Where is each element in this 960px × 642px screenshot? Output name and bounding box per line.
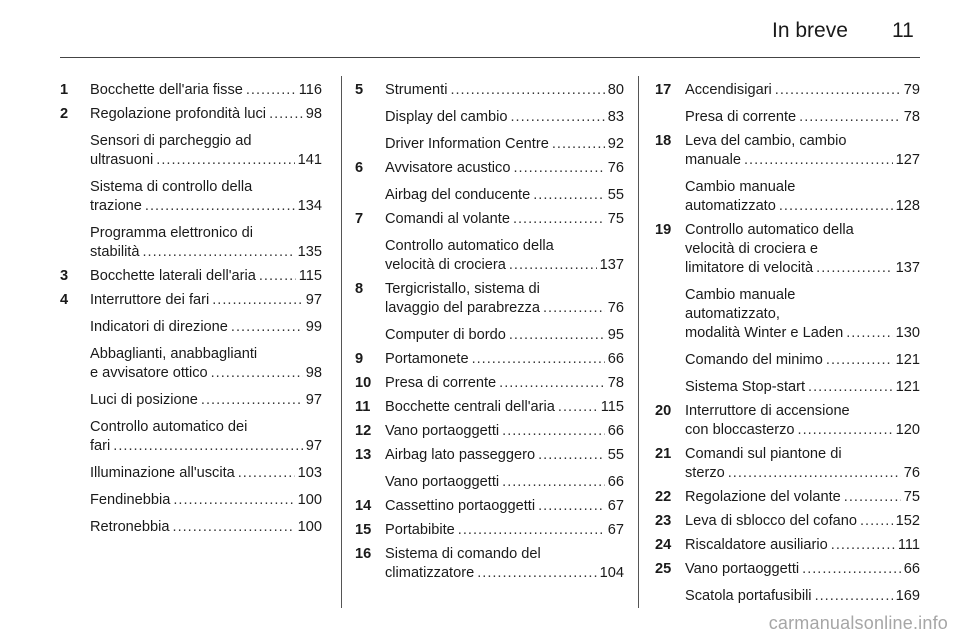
dot-leader [538,497,605,516]
dot-leader [558,398,598,417]
page-reference[interactable]: 83 [607,109,624,125]
dot-leader [509,256,597,275]
page-reference[interactable]: 78 [903,109,920,125]
entry-title-line: manuale [685,152,741,168]
dot-leader [450,81,604,100]
dot-leader [211,364,303,383]
page-reference[interactable]: 55 [607,187,624,203]
page-reference[interactable]: 67 [607,522,624,538]
dot-leader [513,159,604,178]
dot-leader [816,259,892,278]
index-entry[interactable] [655,178,920,216]
entry-title-line: Sistema di comando del [385,546,541,562]
item-number: 12 [355,423,372,439]
index-entry[interactable] [60,345,322,383]
index-entry[interactable] [655,81,920,100]
index-entry[interactable] [60,224,322,262]
page-reference[interactable]: 66 [903,561,920,577]
page-title: In breve [772,19,848,42]
item-number: 14 [355,498,372,514]
item-number: 3 [60,268,69,284]
entry-title-line: Presa di corrente [685,109,797,125]
item-number: 16 [355,546,372,562]
page-reference[interactable]: 55 [607,447,624,463]
entry-title-line: Bocchette dell'aria fisse [90,82,243,98]
index-entry[interactable] [355,521,624,540]
index-entry[interactable] [655,108,920,127]
item-number: 9 [355,351,364,367]
index-column-3 [655,76,920,606]
dot-leader [212,291,303,310]
entry-title-line: Riscaldatore ausiliario [685,537,828,553]
index-entry[interactable] [355,280,624,318]
item-number: 10 [355,375,372,391]
entry-title-line: modalità Winter e Laden [685,325,844,341]
entry-title-line: Comandi sul piantone di [685,446,842,462]
page-reference[interactable]: 66 [607,423,624,439]
page-reference[interactable]: 100 [297,519,322,535]
item-number: 4 [60,292,69,308]
page-reference[interactable]: 137 [599,257,624,273]
dot-leader [201,391,303,410]
entry-title-line: stabilità [90,244,140,260]
entry-title-line: velocità di crociera e [685,241,819,257]
index-entry[interactable] [655,221,920,278]
index-entry[interactable] [60,267,322,286]
entry-title-line: sterzo [685,465,725,481]
page-reference[interactable]: 121 [895,352,920,368]
index-entry[interactable] [355,497,624,516]
entry-title-line: Sensori di parcheggio ad [90,133,252,149]
index-entry[interactable] [355,326,624,345]
page-reference[interactable]: 115 [298,268,322,284]
dot-leader [844,488,901,507]
entry-title-line: Leva di sblocco del cofano [685,513,857,529]
entry-title-line: Fendinebbia [90,492,171,508]
entry-title-line: automatizzato, [685,306,780,322]
page-number: 11 [892,19,914,42]
header-divider [60,57,920,58]
item-number: 20 [655,403,672,419]
entry-title-line: Airbag del conducente [385,187,531,203]
entry-title-line: Sistema di controllo della [90,179,253,195]
entry-title-line: Comando del minimo [685,352,823,368]
index-entry[interactable] [655,402,920,440]
dot-leader [775,81,901,100]
entry-title-line: Computer di bordo [385,327,506,343]
page-reference[interactable]: 76 [903,465,920,481]
index-entry[interactable] [655,286,920,343]
entry-title-line: Scatola portafusibili [685,588,812,604]
page-reference[interactable]: 100 [297,492,322,508]
page-reference[interactable]: 120 [895,422,920,438]
item-number: 23 [655,513,672,529]
entry-title-line: Controllo automatico dei [90,419,248,435]
index-entry[interactable] [655,488,920,507]
dot-leader [744,151,893,170]
index-entry[interactable] [355,159,624,178]
dot-leader [533,186,605,205]
entry-title-line: Abbaglianti, anabbaglianti [90,346,258,362]
page-reference[interactable]: 76 [607,160,624,176]
entry-title-line: ultrasuoni [90,152,154,168]
entry-title-line: Programma elettronico di [90,225,254,241]
dot-leader [499,374,605,393]
page-reference[interactable]: 97 [305,392,322,408]
page-reference[interactable]: 66 [607,351,624,367]
index-entry[interactable] [655,587,920,606]
dot-leader [231,318,303,337]
entry-title-line: Luci di posizione [90,392,198,408]
index-entry[interactable] [655,351,920,370]
page-reference[interactable]: 76 [607,300,624,316]
index-entry[interactable] [655,378,920,397]
page-reference[interactable]: 97 [305,292,322,308]
index-entry[interactable] [355,108,624,127]
item-number: 21 [655,446,672,462]
dot-leader [238,464,295,483]
item-number: 22 [655,489,672,505]
entry-title-line: climatizzatore [385,565,475,581]
entry-title-line: limitatore di velocità [685,260,814,276]
page-reference[interactable]: 130 [895,325,920,341]
item-number: 1 [60,82,69,98]
entry-title-line: Display del cambio [385,109,508,125]
dot-leader [173,491,294,510]
entry-title-line: Bocchette centrali dell'aria [385,399,555,415]
index-entry[interactable] [60,105,322,124]
index-entry[interactable] [60,178,322,216]
index-entry[interactable] [355,422,624,441]
item-number: 15 [355,522,372,538]
dot-leader [142,243,294,262]
entry-title-line: Vano portaoggetti [385,423,500,439]
index-entry[interactable] [60,318,322,337]
dot-leader [538,446,605,465]
dot-leader [728,464,901,483]
dot-leader [799,108,901,127]
entry-title-line: lavaggio del parabrezza [385,300,540,316]
index-entry[interactable] [655,512,920,531]
column-divider [638,76,639,608]
page-reference[interactable]: 137 [895,260,920,276]
dot-leader [509,326,605,345]
dot-leader [477,564,596,583]
index-entry[interactable] [355,398,624,417]
dot-leader [269,105,303,124]
index-entry[interactable] [355,210,624,229]
entry-title-line: Cambio manuale [685,179,796,195]
page-reference[interactable]: 75 [607,211,624,227]
watermark: carmanualsonline.info [768,613,948,633]
dot-leader [472,350,605,369]
entry-title-line: Comandi al volante [385,211,510,227]
entry-title-line: fari [90,438,111,454]
page-reference[interactable]: 103 [297,465,322,481]
dot-leader [802,560,901,579]
dot-leader [173,518,295,537]
entry-title-line: Portamonete [385,351,469,367]
index-entry[interactable] [355,81,624,100]
index-entry[interactable] [60,132,322,170]
dot-leader [502,422,605,441]
page-reference[interactable]: 116 [298,82,322,98]
page-reference[interactable]: 134 [297,198,322,214]
dot-leader [543,299,605,318]
entry-title-line: Bocchette laterali dell'aria [90,268,256,284]
dot-leader [860,512,893,531]
entry-title-line: Retronebbia [90,519,170,535]
item-number: 13 [355,447,372,463]
dot-leader [513,210,605,229]
entry-title-line: Driver Information Centre [385,136,549,152]
entry-title-line: Presa di corrente [385,375,497,391]
page-reference[interactable]: 121 [895,379,920,395]
index-entry[interactable] [60,391,322,410]
dot-leader [815,587,893,606]
index-entry[interactable] [655,445,920,483]
dot-leader [113,437,302,456]
entry-title-line: Indicatori di direzione [90,319,228,335]
entry-title-line: Portabibite [385,522,455,538]
item-number: 8 [355,281,364,297]
item-number: 11 [355,399,371,415]
dot-leader [458,521,605,540]
index-entry[interactable] [655,560,920,579]
entry-title-line: Airbag lato passeggero [385,447,536,463]
index-entry[interactable] [355,135,624,154]
index-entry[interactable] [60,464,322,483]
dot-leader [779,197,893,216]
page-reference[interactable]: 92 [607,136,624,152]
page-reference[interactable]: 152 [895,513,920,529]
dot-leader [156,151,294,170]
dot-leader [510,108,604,127]
page-reference[interactable]: 95 [607,327,624,343]
item-number: 2 [60,106,69,122]
dot-leader [846,324,892,343]
index-entry[interactable] [355,446,624,465]
index-entry[interactable] [60,291,322,310]
item-number: 5 [355,82,364,98]
entry-title-line: Interruttore dei fari [90,292,210,308]
index-entry[interactable] [355,186,624,205]
index-entry[interactable] [355,374,624,393]
dot-leader [552,135,605,154]
item-number: 7 [355,211,364,227]
dot-leader [502,473,605,492]
entry-title-line: trazione [90,198,142,214]
index-column-2 [355,76,624,583]
page-reference[interactable]: 66 [607,474,624,490]
entry-title-line: Controllo automatico della [685,222,854,238]
dot-leader [145,197,295,216]
page-reference[interactable]: 98 [305,365,322,381]
index-column-1 [60,76,322,537]
index-entry[interactable] [355,473,624,492]
page-reference[interactable]: 128 [895,198,920,214]
entry-title-line: automatizzato [685,198,776,214]
index-entry[interactable] [60,418,322,456]
item-number: 17 [655,82,672,98]
page-reference[interactable]: 135 [297,244,322,260]
page-reference[interactable]: 104 [599,565,624,581]
entry-title-line: Regolazione profondità luci [90,106,267,122]
page-reference[interactable]: 79 [903,82,920,98]
index-entry[interactable] [655,132,920,170]
entry-title-line: e avvisatore ottico [90,365,208,381]
page-reference[interactable]: 111 [897,537,920,553]
page-reference[interactable]: 169 [895,588,920,604]
entry-title-line: Cassettino portaoggetti [385,498,536,514]
entry-title-line: Sistema Stop-start [685,379,806,395]
page-reference[interactable]: 67 [607,498,624,514]
index-entry[interactable] [355,237,624,275]
item-number: 19 [655,222,672,238]
dot-leader [798,421,893,440]
dot-leader [831,536,895,555]
entry-title-line: Strumenti [385,82,448,98]
page-reference[interactable]: 99 [305,319,322,335]
entry-title-line: velocità di crociera [385,257,506,273]
entry-title-line: Cambio manuale [685,287,796,303]
page-reference[interactable]: 127 [895,152,920,168]
dot-leader [246,81,296,100]
index-entry[interactable] [60,491,322,510]
entry-title-line: Vano portaoggetti [685,561,800,577]
item-number: 18 [655,133,672,149]
column-divider [341,76,342,608]
page-reference[interactable]: 97 [305,438,322,454]
index-entry[interactable] [355,545,624,583]
index-entry[interactable] [655,536,920,555]
index-entry[interactable] [60,518,322,537]
entry-title-line: Controllo automatico della [385,238,554,254]
page-reference[interactable]: 78 [607,375,624,391]
dot-leader [808,378,893,397]
dot-leader [826,351,893,370]
item-number: 25 [655,561,672,577]
index-entry[interactable] [60,81,322,100]
entry-title-line: Regolazione del volante [685,489,841,505]
dot-leader [259,267,296,286]
entry-title-line: con bloccasterzo [685,422,795,438]
entry-title-line: Leva del cambio, cambio [685,133,847,149]
page-reference[interactable]: 98 [305,106,322,122]
item-number: 6 [355,160,364,176]
entry-title-line: Vano portaoggetti [385,474,500,490]
entry-title-line: Illuminazione all'uscita [90,465,235,481]
page-reference[interactable]: 141 [297,152,322,168]
entry-title-line: Interruttore di accensione [685,403,850,419]
entry-title-line: Tergicristallo, sistema di [385,281,540,297]
entry-title-line: Avvisatore acustico [385,160,511,176]
index-entry[interactable] [355,350,624,369]
page-reference[interactable]: 80 [607,82,624,98]
page-reference[interactable]: 75 [903,489,920,505]
item-number: 24 [655,537,672,553]
page-reference[interactable]: 115 [600,399,624,415]
entry-title-line: Accendisigari [685,82,772,98]
